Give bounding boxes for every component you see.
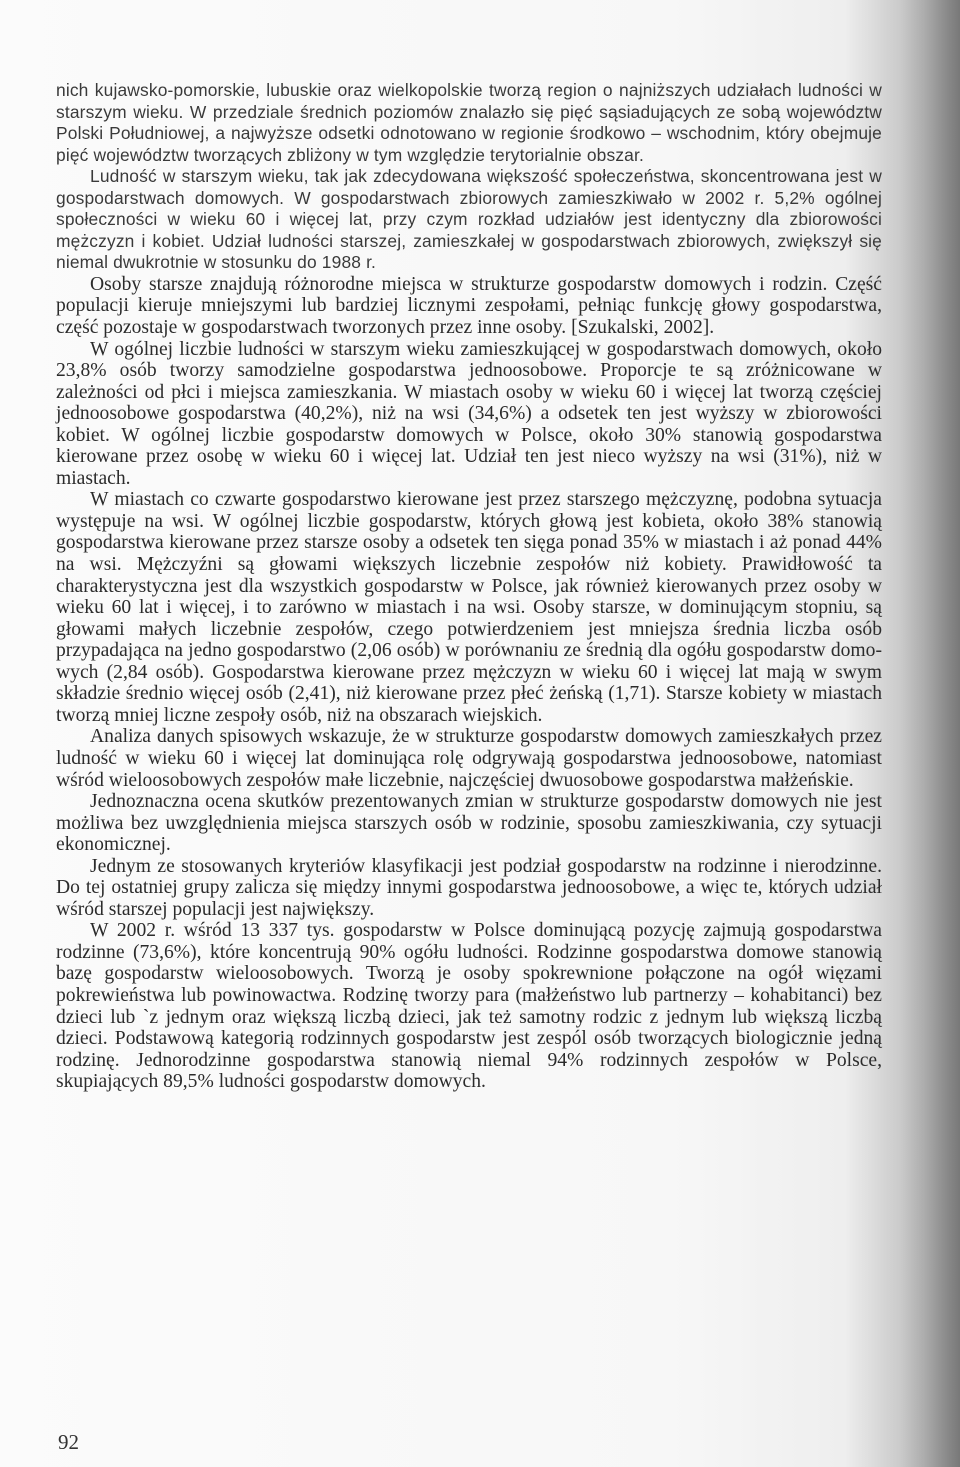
binding-shadow bbox=[900, 0, 960, 1467]
paragraph-4: W ogólnej liczbie ludności w starszym wieku zamieszkującej w gospodarstwach domowych, około 23,8% osób tworzy samodzielne gospodarstwa jednoosobowe. Proporcje te są zróżnicowane w zależności od płci i miejsca zamieszkania. W miastach osoby w wieku 60 i więcej lat tworzą częściej jednoosobowe gospodarstwa (40,2%), niż na wsi (34,6%) a odsetek ten jest wyższy w zbiorowości kobiet. W ogólnej liczbie gospodarstw domowych w Polsce, około 30% stanowią gospodarstwa kierowane przez osobę w wieku 60 i więcej lat. Udział ten jest nieco wyższy na wsi (31%), niż w miastach. bbox=[56, 338, 882, 489]
paragraph-7: Jednoznaczna ocena skutków prezentowanych zmian w strukturze gospodarstw domowych nie jest możliwa bez uwzględnienia miejsca starszych osób w rodzinie, sposobu zamieszkiwania, czy sytuacji ekonomicznej. bbox=[56, 791, 882, 856]
body-text bbox=[56, 80, 882, 1093]
paragraph-8: Jednym ze stosowanych kryteriów klasyfikacji jest podział gospodarstw na rodzinne i nierodzinne. Do tej ostatniej grupy zalicza się między innymi gospodarstwa jednoosobowe, a więc te, których udział wśród starszej populacji jest największy. bbox=[56, 855, 882, 920]
paragraph-3: Osoby starsze znajdują różnorodne miejsca w strukturze gospodarstw domowych i rodzin. Część populacji kieruje mniejszymi lub bardziej licznymi zespołami, pełniąc funkcję głowy gospodarstwa, część pozostaje w gospodarstwach tworzonych przez inne osoby. [Szukalski, 2002]. bbox=[56, 273, 882, 339]
page-number: 92 bbox=[58, 1430, 79, 1454]
paragraph-9: W 2002 r. wśród 13 337 tys. gospodarstw w Polsce dominującą pozycję zajmują gospodarstwa rodzinne (73,6%), które koncentrują 90% ogółu ludności. Rodzinne gospodarstwa domowe stanowią bazę gospodarstw wieloosobowych. Tworzą je osoby spokrewnione połączone na ogół więzami pokrewieństwa lub powinowactwa. Rodzinę tworzy para (małżeństwo lub partnerzy – kohabitanci) bez dzieci lub `z jednym oraz większą liczbą dzieci, jak też samotny rodzic z jednym lub większą liczbą dzieci. Podstawową kategorią rodzinnych gospodarstw jest zespól osób tworzących biologicznie jedną rodzinę. Jednorodzinne gospodarstwa stanowią niemal 94% rodzinnych zespołów w Polsce, skupiających 89,5% ludności gospodarstw domowych. bbox=[56, 920, 882, 1093]
paragraph-5: W miastach co czwarte gospodarstwo kierowane jest przez starszego mężczyznę, podobna sytuacja występuje na wsi. W ogólnej liczbie gospodarstw, których głową jest kobieta, około 38% stanowią gospodarstwa kierowane przez starsze osoby a odsetek ten sięga ponad 35% w miastach i aż ponad 44% na wsi. Mężczyźni są głowami większych liczebnie zespołów niż kobiety. Prawidłowość ta charakterystyczna jest dla wszystkich gospodarstw w Polsce, jak również kierowanych przez osoby w wieku 60 lat i więcej, i to zarówno w miastach i na wsi. Osoby starsze, w dominującym stopniu, są głowami małych liczebnie zespołów, czego potwierdzeniem jest mniejsza średnia liczba osób przypadająca na jedno gospodarstwo (2,06 osób) w porównaniu ze średnią dla ogółu gospodarstw domowych (2,84 osób). Gospodarstwa kierowane przez mężczyzn w wieku 60 i więcej lat mają w swym składzie średnio więcej osób (2,41), niż kierowane przez płeć żeńską (1,71). Starsze kobiety w miastach tworzą mniej liczne zespoły osób, niż na obszarach wiejskich. bbox=[56, 489, 882, 726]
paragraph-1: nich kujawsko-pomorskie, lubuskie oraz wielkopolskie tworzą region o najniższych udziałach ludności w starszym wieku. W przedziale średnich poziomów znalazło się pięć sąsiadujących ze sobą województw Polski Południowej, a najwyższe odsetki odnotowano w regionie środkowo – wschodnim, który obejmuje pięć województw tworzących zbliżony w tym względzie terytorialnie obszar. bbox=[56, 80, 882, 165]
paragraph-2: Ludność w starszym wieku, tak jak zdecydowana większość społeczeństwa, skoncentrowana jest w gospodarstwach domowych. W gospodarstwach zbiorowych zamieszkiwało w 2002 r. 5,2% ogólnej społeczności w wieku 60 i więcej lat, przy czym rozkład udziałów jest identyczny dla zbiorowości mężczyzn i kobiet. Udział ludności starszej, zamieszkałej w gospodarstwach zbiorowych, zwiększył się niemal dwukrotnie w stosunku do 1988 r. bbox=[56, 166, 882, 273]
paragraph-6: Analiza danych spisowych wskazuje, że w strukturze gospodarstw domowych zamieszkałych przez ludność w wieku 60 i więcej lat dominująca rolę odgrywają gospodarstwa jednoosobowe, natomiast wśród wieloosobowych zespołów małe liczebnie, najczęściej dwuosobowe gospodarstwa małżeńskie. bbox=[56, 726, 882, 791]
